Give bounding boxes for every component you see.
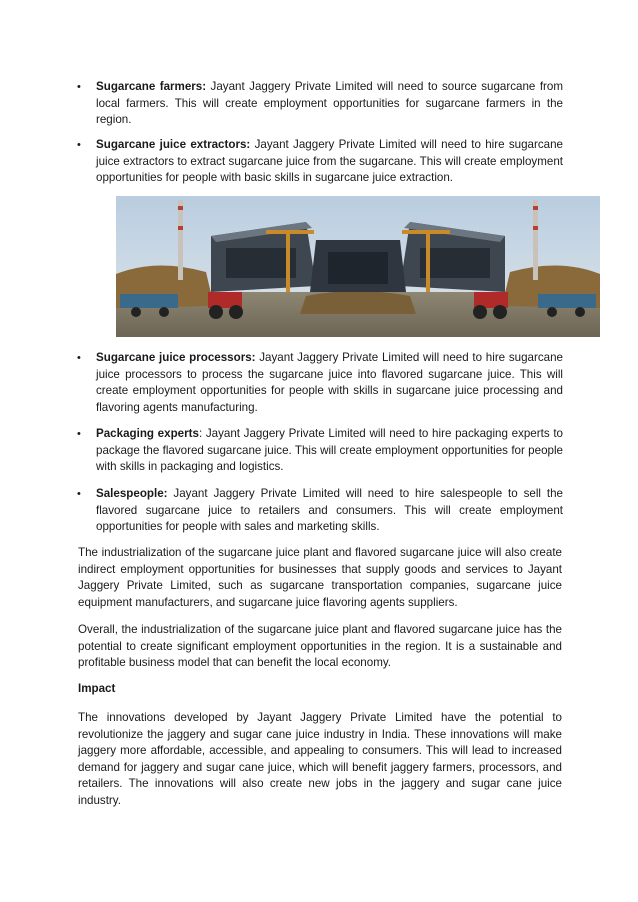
bullet-glyph: •	[77, 352, 81, 364]
bullet-sugarcane-farmers	[77, 79, 564, 129]
bullet-juice-processors	[77, 350, 563, 416]
photo-illustration	[116, 196, 600, 337]
bullet-glyph: •	[77, 81, 81, 93]
paragraph-indirect-employment: The industrialization of the sugarcane juice plant and flavored sugarcane juice will also create indirect employment opportunities for businesses that supply goods and services to Jayant Jaggery Private Limited, such as sugarcane transportation companies, sugarcane juice equipment manufacturers, and sugarcane juice flavoring agents suppliers.	[78, 546, 562, 609]
bullet-text: Jayant Jaggery Private Limited will need to hire salespeople to sell the flavored sugarcane juice to retailers and consumers. This will create employment opportunities for people with sales and marketing skills.	[96, 487, 563, 533]
bullet-text: : Jayant Jaggery Private Limited will need to hire packaging experts to package the flavored sugarcane juice. This will create employment opportunities for people with skills in packaging and logistics.	[96, 427, 563, 473]
bullet-text: Jayant Jaggery Private Limited will need to hire sugarcane juice extractors to extract sugarcane juice from the sugarcane. This will create employment opportunities for people with basic skills in sugarcane juice extraction.	[96, 138, 563, 184]
bullet-title: Salespeople:	[96, 487, 168, 500]
section-heading-impact: Impact	[78, 682, 116, 695]
bullet-text: Jayant Jaggery Private Limited will need to source sugarcane from local farmers. This will create employment opportunities for sugarcane farmers in the region.	[96, 80, 564, 126]
paragraph-impact: The innovations developed by Jayant Jaggery Private Limited have the potential to revolutionize the jaggery and sugar cane juice industry in India. These innovations will make jaggery more affordable, accessible, and appealing to consumers. This will lead to increased demand for jaggery and sugar cane juice, which will benefit jaggery farmers, processors, and retailers. The innovations will also create new jobs in the jaggery and sugar cane juice industry.	[78, 711, 562, 807]
bullet-glyph: •	[77, 488, 81, 500]
paragraph-overall: Overall, the industrialization of the sugarcane juice plant and flavored sugarcane juice has the potential to create significant employment opportunities in the region. It is a sustainable and profitable business model that can benefit the local economy.	[78, 623, 562, 669]
bullet-title: Sugarcane juice processors:	[96, 351, 256, 364]
bullet-text: Jayant Jaggery Private Limited will need to hire sugarcane juice processors to process the sugarcane juice into flavored sugarcane juice. This will create employment opportunities for people with skills in sugarcane juice processing and flavoring agents manufacturing.	[96, 351, 563, 414]
bullet-title: Packaging experts	[96, 427, 199, 440]
bullet-juice-extractors	[77, 137, 563, 187]
sugarcane-plant-photo	[116, 196, 600, 337]
bullet-title: Sugarcane juice extractors:	[96, 138, 251, 151]
bullet-glyph: •	[77, 428, 81, 440]
bullet-salespeople	[77, 486, 563, 536]
bullet-title: Sugarcane farmers:	[96, 80, 207, 93]
bullet-glyph: •	[77, 139, 81, 151]
bullet-packaging-experts	[77, 426, 563, 476]
